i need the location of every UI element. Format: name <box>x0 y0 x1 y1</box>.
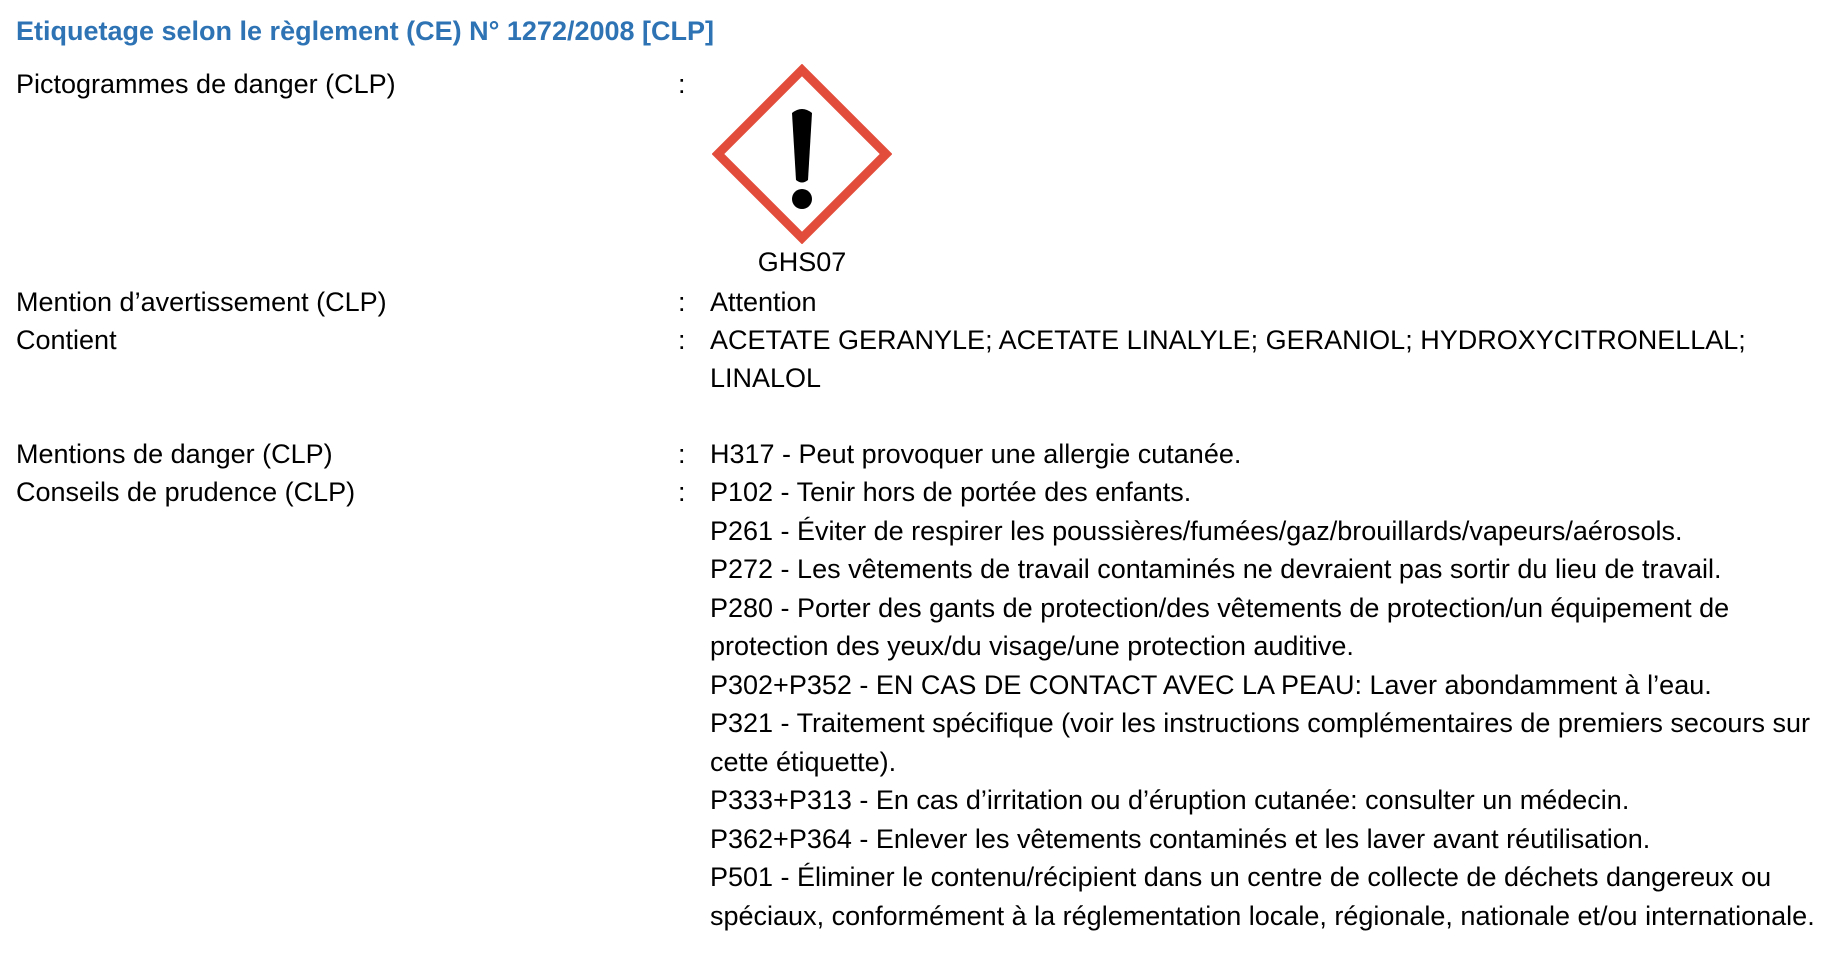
exclamation-mark-dot <box>792 189 812 209</box>
precautionary-statement-p501: P501 - Éliminer le contenu/récipient dans un centre de collecte de déchets dangereux ou spéciaux, conformément à la réglementation locale, régionale, nationale et/ou internationale. <box>710 862 1815 931</box>
precautionary-statement-p321: P321 - Traitement spécifique (voir les instructions complémentaires de premiers secours sur cette étiquette). <box>710 708 1810 777</box>
contains-value: ACETATE GERANYLE; ACETATE LINALYLE; GERANIOL; HYDROXYCITRONELLAL; LINALOL <box>710 325 1746 393</box>
signal-word-value: Attention <box>710 287 817 317</box>
pictograms-label: Pictogrammes de danger (CLP) <box>16 69 396 99</box>
precautionary-statement-p102: P102 - Tenir hors de portée des enfants. <box>710 477 1192 507</box>
precautionary-statement-p272: P272 - Les vêtements de travail contaminés ne devraient pas sortir du lieu de travail. <box>710 554 1722 584</box>
precautionary-statement-p362-p364: P362+P364 - Enlever les vêtements contaminés et les laver avant réutilisation. <box>710 823 1651 854</box>
hazard-statements-separator: : <box>678 439 686 469</box>
contains-separator: : <box>678 325 686 355</box>
precautionary-statements-list <box>710 473 1820 935</box>
section-heading: Etiquetage selon le règlement (CE) N° 1272/2008 [CLP] <box>16 16 715 46</box>
precautionary-statement-p261: P261 - Éviter de respirer les poussières/fumées/gaz/brouillards/vapeurs/aérosols. <box>710 515 1683 546</box>
precautionary-statement-p280: P280 - Porter des gants de protection/des vêtements de protection/un équipement de protection des yeux/du visage/une protection auditive. <box>710 592 1730 661</box>
precautionary-statement-p302-p352: P302+P352 - EN CAS DE CONTACT AVEC LA PEAU: Laver abondamment à l’eau. <box>710 669 1712 700</box>
signal-word-separator: : <box>678 287 686 317</box>
exclamation-mark-diamond-icon <box>712 64 892 244</box>
hazard-statements-label: Mentions de danger (CLP) <box>16 439 333 469</box>
pictogram-code: GHS07 <box>757 247 847 277</box>
precautionary-statement-p333-p313: P333+P313 - En cas d’irritation ou d’éruption cutanée: consulter un médecin. <box>710 785 1630 815</box>
contains-label: Contient <box>16 325 117 355</box>
hazard-statement-h317: H317 - Peut provoquer une allergie cutanée. <box>710 439 1242 469</box>
precautionary-statements-label: Conseils de prudence (CLP) <box>16 477 356 507</box>
signal-word-label: Mention d’avertissement (CLP) <box>16 287 387 317</box>
pictograms-separator: : <box>678 69 686 99</box>
precautionary-statements-separator: : <box>678 477 686 507</box>
